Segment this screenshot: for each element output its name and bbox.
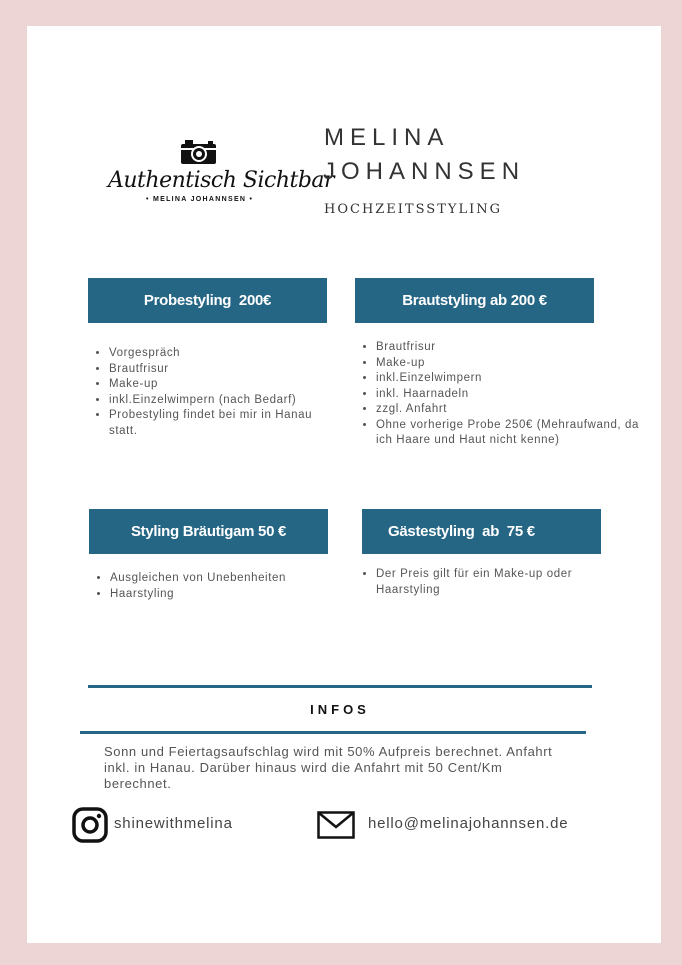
list-item: • Ausgleichen von Unebenheiten: [110, 571, 350, 587]
infos-rule-bottom: [80, 731, 586, 734]
list-item: • zzgl. Anfahrt: [376, 402, 646, 418]
list-item: • inkl. Haarnadeln: [376, 387, 646, 403]
camera-icon: [180, 138, 218, 166]
header-first-name: MELINA: [324, 124, 450, 151]
infos-text: Sonn und Feiertagsaufschlag wird mit 50% Aufpreis berechnet. Anfahrt inkl. in Hanau. Darüber hinaus wird die Anfahrt mit 50 Cent/Km berechnet.: [104, 744, 553, 791]
package-title-brautstyling: Brautstyling ab 200 €: [355, 278, 594, 323]
package-list-probestyling: [91, 346, 324, 439]
list-item: • Probestyling findet bei mir in Hanau statt.: [109, 408, 324, 439]
list-item: • Ohne vorherige Probe 250€ (Mehraufwand, da ich Haare und Haut nicht kenne): [376, 418, 646, 449]
logo-script: Authentisch Sichtbar: [108, 168, 335, 193]
list-item: • Haarstyling: [110, 587, 350, 603]
package-title-gaestestyling: Gästestyling ab 75 €: [362, 509, 601, 554]
list-item: • Make-up: [109, 377, 324, 393]
infos-rule-top: [88, 685, 592, 688]
list-item: • inkl.Einzelwimpern (nach Bedarf): [109, 393, 324, 409]
list-item: • Brautfrisur: [109, 362, 324, 378]
list-item: • Make-up: [376, 356, 646, 372]
list-item: • Der Preis gilt für ein Make-up oder Haarstyling: [376, 567, 591, 598]
mail-icon[interactable]: [317, 811, 355, 839]
package-title-braeutigam: Styling Bräutigam 50 €: [89, 509, 328, 554]
email-address[interactable]: hello@melinajohannsen.de: [368, 815, 569, 832]
package-title-probestyling: Probestyling 200€: [88, 278, 327, 323]
header-last-name: JOHANNSEN: [323, 158, 526, 185]
logo-subline: • MELINA JOHANNSEN •: [146, 196, 254, 203]
package-list-brautstyling: [358, 340, 646, 449]
list-item: • Vorgespräch: [109, 346, 324, 362]
package-list-braeutigam: [92, 571, 350, 602]
header-subtitle: HOCHZEITSSTYLING: [324, 202, 502, 217]
list-item: • Brautfrisur: [376, 340, 646, 356]
package-list-gaestestyling: [358, 567, 591, 598]
instagram-icon[interactable]: [72, 807, 108, 843]
instagram-handle[interactable]: shinewithmelina: [114, 815, 233, 832]
infos-title: INFOS: [310, 702, 370, 717]
logo: [108, 138, 335, 210]
list-item: • inkl.Einzelwimpern: [376, 371, 646, 387]
